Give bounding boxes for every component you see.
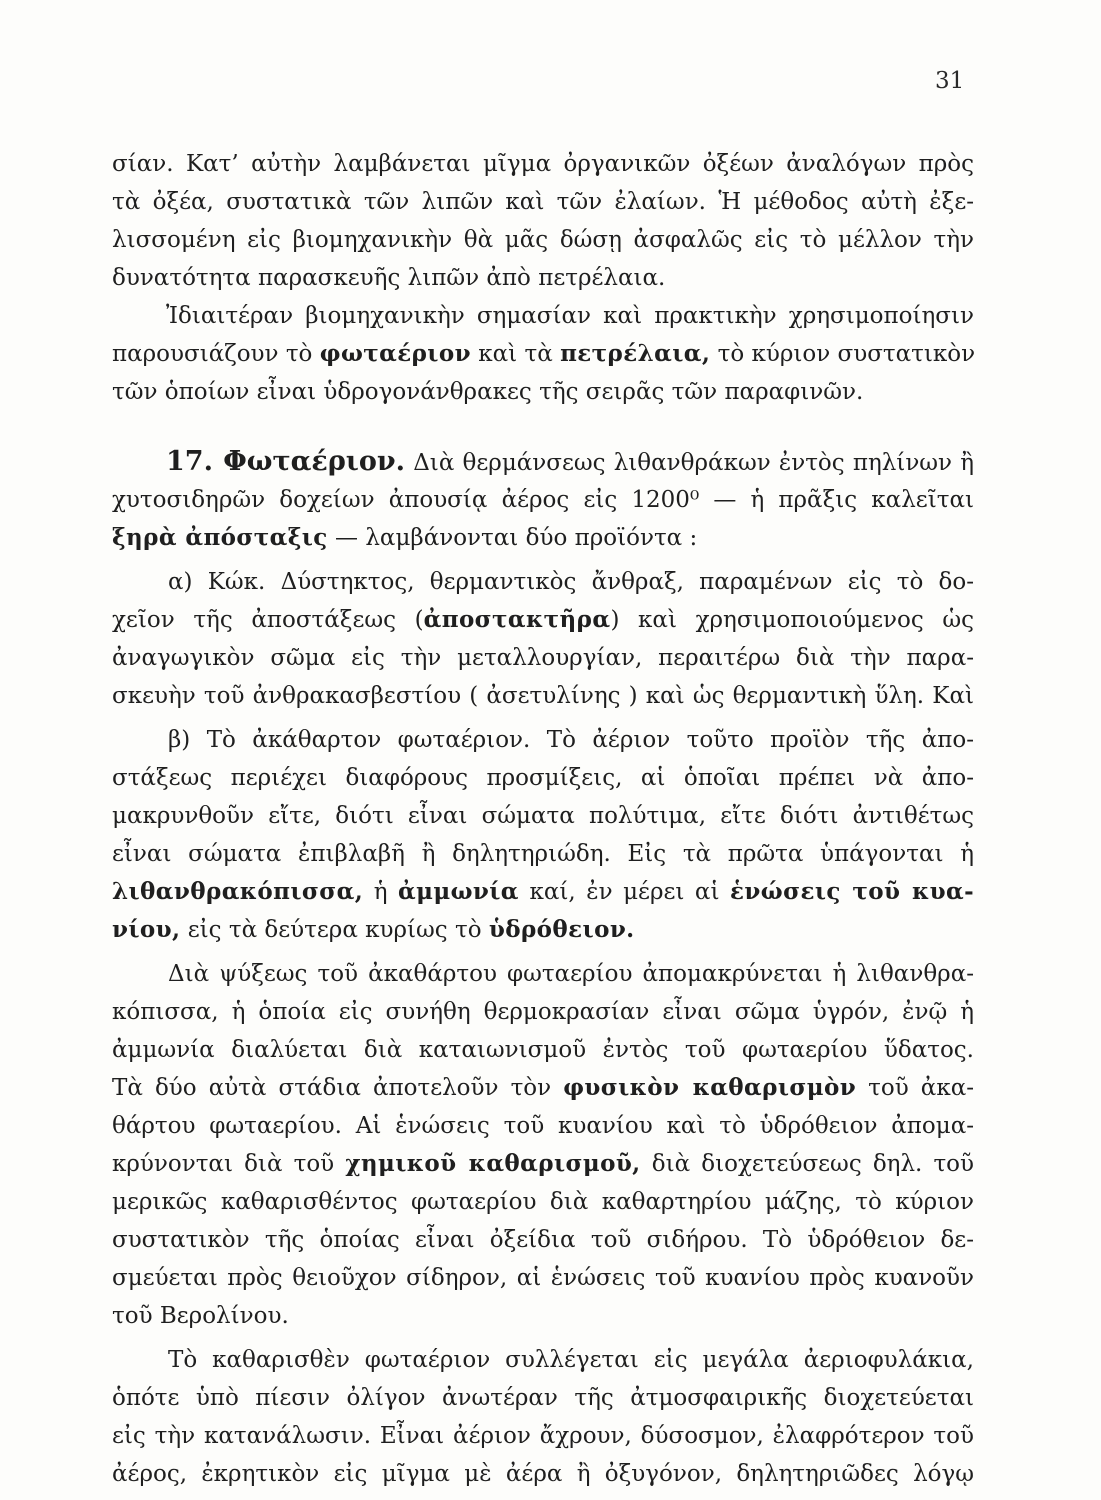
text-run: Τὰ δύο αὐτὰ στάδια ἀποτελοῦν τὸν bbox=[112, 1075, 552, 1101]
text-line: τὰ ὀξέα, συστατικὰ τῶν λιπῶν καὶ τῶν ἐλαίων. Ἡ μέθοδος αὐτὴ ἐξε- bbox=[112, 189, 974, 215]
paragraph-2 bbox=[112, 297, 974, 411]
bold-term: χημικοῦ καθαρισμοῦ, bbox=[345, 1150, 641, 1177]
text-line bbox=[112, 335, 974, 373]
text-line: α) Κώκ. Δύστηκτος, θερμαντικὸς ἄνθραξ, παραμένων εἰς τὸ δο- bbox=[168, 569, 974, 595]
text-run: ) καὶ χρησιμοποιούμενος ὡς bbox=[610, 607, 974, 633]
bold-term: ὑδρόθειον. bbox=[488, 916, 635, 943]
text-line bbox=[112, 519, 974, 557]
text-line: β) Τὸ ἀκάθαρτον φωταέριον. Τὸ ἀέριον τοῦτο προϊὸν τῆς ἀπο- bbox=[168, 727, 974, 753]
text-line: κόπισσα, ἡ ὁποία εἰς συνήθη θερμοκρασίαν εἶναι σῶμα ὑγρόν, ἐνῷ ἡ bbox=[112, 999, 974, 1025]
text-line bbox=[112, 443, 974, 481]
text-line: θάρτου φωταερίου. Αἱ ἑνώσεις τοῦ κυανίου καὶ τὸ ὑδρόθειον ἀπομα- bbox=[112, 1113, 974, 1139]
text-line: Τὸ καθαρισθὲν φωταέριον συλλέγεται εἰς μεγάλα ἀεριοφυλάκια, bbox=[168, 1347, 974, 1373]
text-run: διὰ διοχετεύσεως δηλ. τοῦ bbox=[651, 1151, 975, 1177]
text-run: χεῖον τῆς ἀποστάξεως ( bbox=[112, 607, 424, 633]
text-line: χυτοσιδηρῶν δοχείων ἀπουσίᾳ ἀέρος εἰς 1200⁰ — ἡ πρᾶξις καλεῖται bbox=[112, 487, 974, 513]
list-item-a bbox=[112, 563, 974, 715]
text-line bbox=[112, 1069, 974, 1107]
text-line: Διὰ ψύξεως τοῦ ἀκαθάρτου φωταερίου ἀπομακρύνεται ἡ λιθανθρα- bbox=[168, 961, 974, 987]
bold-term: ἑνώσεις τοῦ κυα- bbox=[730, 878, 975, 905]
text-line: ἀμμωνία διαλύεται διὰ καταιωνισμοῦ ἐντὸς τοῦ φωταερίου ὕδατος. bbox=[112, 1037, 974, 1063]
bold-term: φυσικὸν καθαρισμὸν bbox=[563, 1074, 857, 1101]
section-17 bbox=[112, 443, 974, 557]
bold-term: ἀποστακτῆρα bbox=[423, 606, 611, 633]
page-number: 31 bbox=[935, 68, 965, 94]
text-line: Ἰδιαιτέραν βιομηχανικὴν σημασίαν καὶ πρακτικὴν χρησιμοποίησιν bbox=[166, 303, 974, 329]
text-line: τῶν ὁποίων εἶναι ὑδρογονάνθρακες τῆς σειρᾶς τῶν παραφινῶν. bbox=[112, 379, 864, 405]
text-line bbox=[112, 601, 974, 639]
text-run: καὶ τὰ bbox=[478, 341, 553, 367]
bold-term: φωταέριον bbox=[319, 340, 471, 367]
bold-term: νίου, bbox=[112, 916, 181, 943]
text-line: ὁπότε ὑπὸ πίεσιν ὀλίγον ἀνωτέραν τῆς ἀτμοσφαιρικῆς διοχετεύεται bbox=[112, 1385, 974, 1411]
text-run: παρουσιάζουν τὸ bbox=[112, 341, 313, 367]
text-line: εἶναι σώματα ἐπιβλαβῆ ἢ δηλητηριώδη. Εἰς τὰ πρῶτα ὑπάγονται ἡ bbox=[112, 841, 974, 867]
body-text bbox=[112, 145, 974, 1493]
text-line: στάξεως περιέχει διαφόρους προσμίξεις, αἱ ὁποῖαι πρέπει νὰ ἀπο- bbox=[112, 765, 974, 791]
text-run: — λαμβάνονται δύο προϊόντα : bbox=[335, 525, 698, 551]
bold-term: πετρέλαια, bbox=[560, 340, 711, 367]
text-run: καί, ἐν μέρει αἱ bbox=[529, 879, 720, 905]
paragraph-4 bbox=[112, 1341, 974, 1493]
text-run: τοῦ ἀκα- bbox=[868, 1075, 974, 1101]
text-run: εἰς τὰ δεύτερα κυρίως τὸ bbox=[187, 917, 482, 943]
bold-term: ξηρὰ ἀπόσταξις bbox=[112, 524, 328, 551]
text-line bbox=[112, 1145, 974, 1183]
bold-term: λιθανθρακόπισσα, bbox=[112, 878, 364, 905]
text-line: λισσομένη εἰς βιομηχανικὴν θὰ μᾶς δώσῃ ἀσφαλῶς εἰς τὸ μέλλον τὴν bbox=[112, 227, 974, 253]
text-line: δυνατότητα παρασκευῆς λιπῶν ἀπὸ πετρέλαια. bbox=[112, 265, 666, 291]
text-line: σμεύεται πρὸς θειοῦχον σίδηρον, αἱ ἑνώσεις τοῦ κυανίου πρὸς κυανοῦν bbox=[112, 1265, 974, 1291]
paragraph-1 bbox=[112, 145, 974, 297]
text-line bbox=[112, 873, 974, 911]
text-run: ἡ bbox=[373, 879, 388, 905]
text-run: τὸ κύριον συστατικὸν bbox=[717, 341, 976, 367]
text-line: σκευὴν τοῦ ἀνθρακασβεστίου ( ἀσετυλίνης ) καὶ ὡς θερμαντικὴ ὕλη. Καὶ bbox=[112, 683, 974, 709]
text-line bbox=[112, 911, 974, 949]
text-line: τοῦ Βερολίνου. bbox=[112, 1303, 289, 1329]
text-line: ἀναγωγικὸν σῶμα εἰς τὴν μεταλλουργίαν, περαιτέρω διὰ τὴν παρα- bbox=[112, 645, 974, 671]
text-run: κρύνονται διὰ τοῦ bbox=[112, 1151, 335, 1177]
text-line: εἰς τὴν κατανάλωσιν. Εἶναι ἀέριον ἄχρουν, δύσοσμον, ἐλαφρότερον τοῦ bbox=[112, 1423, 974, 1449]
bold-term: ἀμμωνία bbox=[398, 878, 519, 905]
text-run: Διὰ θερμάνσεως λιθανθράκων ἐντὸς πηλίνων ἢ bbox=[413, 450, 974, 476]
text-line: ἀέρος, ἐκρητικὸν εἰς μῖγμα μὲ ἀέρα ἢ ὀξυγόνον, δηλητηριῶδες λόγῳ bbox=[112, 1461, 974, 1487]
text-line: σίαν. Κατ’ αὐτὴν λαμβάνεται μῖγμα ὀργανικῶν ὀξέων ἀναλόγων πρὸς bbox=[112, 151, 974, 177]
text-line: μακρυνθοῦν εἴτε, διότι εἶναι σώματα πολύτιμα, εἴτε διότι ἀντιθέτως bbox=[112, 803, 974, 829]
list-item-b bbox=[112, 721, 974, 949]
text-line: μερικῶς καθαρισθέντος φωταερίου διὰ καθαρτηρίου μάζης, τὸ κύριον bbox=[112, 1189, 974, 1215]
section-heading: 17. Φωταέριον. bbox=[166, 446, 405, 477]
paragraph-3 bbox=[112, 955, 974, 1335]
text-line: συστατικὸν τῆς ὁποίας εἶναι ὀξείδια τοῦ σιδήρου. Τὸ ὑδρόθειον δε- bbox=[112, 1227, 974, 1253]
